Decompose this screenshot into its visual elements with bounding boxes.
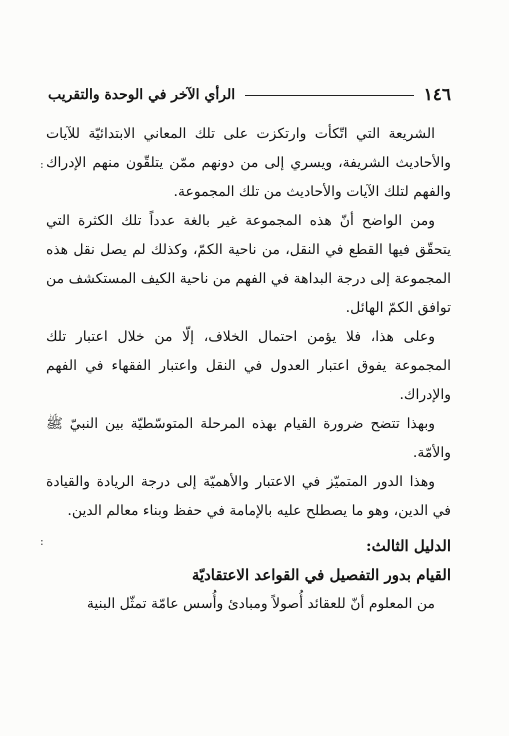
running-title: الرأي الآخر في الوحدة والتقريب: [48, 87, 236, 103]
paragraph: وبهذا تتضح ضرورة القيام بهذه المرحلة المتوسّطيّة بين النبيّ ﷺ والأمّة.: [46, 416, 451, 461]
section-subheading: القيام بدور التفصيل في القواعد الاعتقاديّة: [191, 566, 451, 584]
paragraph: من المعلوم أنّ للعقائد أُصولاً ومبادئ وأُسس عامّة تمثّل البنية: [86, 596, 435, 612]
header-rule: [245, 95, 413, 96]
section-heading: الدليل الثالث:: [366, 537, 451, 555]
page-number: ١٤٦: [423, 85, 451, 105]
body-text: [46, 120, 451, 619]
paragraph: وعلى هذا، فلا يؤمن احتمال الخلاف، إلّا من خلال اعتبار تلك المجموعة يفوق اعتبار العدول في النقل واعتبار الفقهاء في الفهم والإدراك.: [46, 329, 451, 403]
margin-mark: :: [40, 158, 44, 171]
paragraph: وهذا الدور المتميّز في الاعتبار والأهميّة إلى درجة الريادة والقيادة في الدين، وهو ما يصطلح عليه بالإمامة في حفظ وبناء معالم الدين.: [46, 474, 451, 519]
page-header: [48, 82, 451, 108]
paragraph: الشريعة التي اتّكأت وارتكزت على تلك المعاني الابتدائيّة للآيات والأحاديث الشريفة، ويسري إلى من دونهم ممّن يتلقّون منهم الإدراك والفهم لتلك الآيات والأحاديث من تلك المجموعة.: [46, 126, 451, 200]
margin-mark: :: [40, 535, 44, 548]
paragraph: ومن الواضح أنّ هذه المجموعة غير بالغة عدداً تلك الكثرة التي يتحقّق فيها القطع في النقل، من ناحية الكمّ، وكذلك لم يصل نقل هذه المجموعة إلى درجة البداهة في الفهم من ناحية الكيف المستكشف من توافق الكمّ الهائل.: [46, 213, 451, 316]
